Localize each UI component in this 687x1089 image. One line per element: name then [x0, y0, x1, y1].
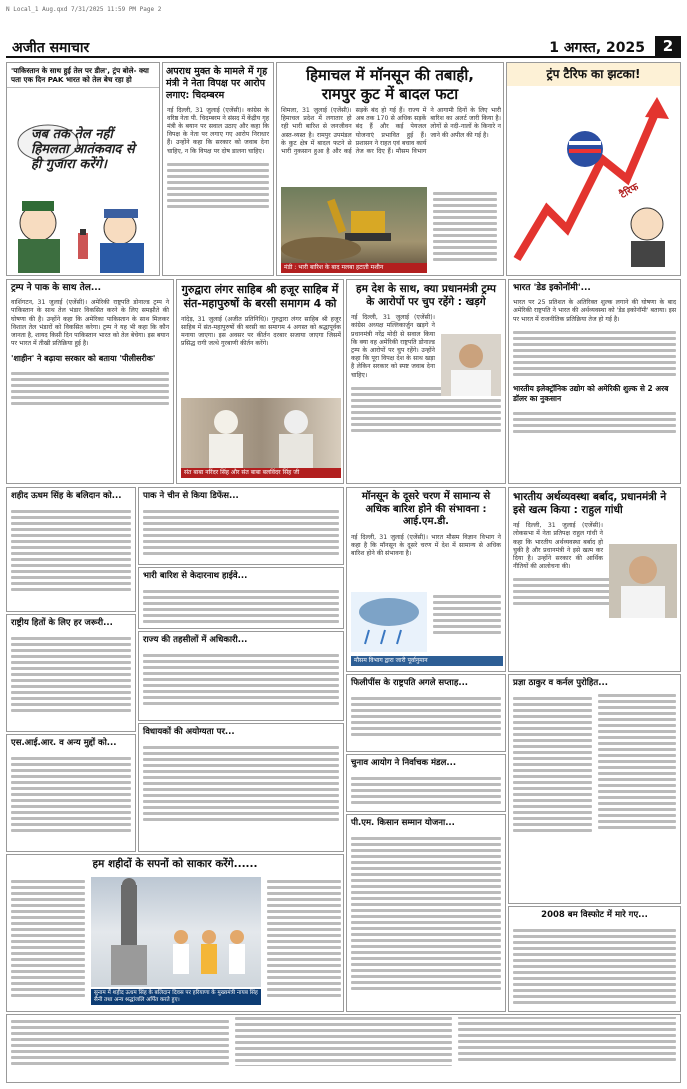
- dead-economy-sub-text: [509, 407, 680, 438]
- himachal-headline-line1: हिमाचल में मॉनसून की तबाही,: [306, 66, 474, 84]
- trump-tariff-cartoon: [506, 62, 681, 276]
- imd-body: नई दिल्ली, 31 जुलाई (एजेंसी)। भारत मौसम विज्ञान विभाग ने कहा है कि मॉनसून के दूसरे चरण में देश में सामान्य से अधिक बारिश होने की संभावना है।: [351, 533, 501, 557]
- pak-china-text: [139, 505, 343, 560]
- philippines-headline: फिलीपींस के राष्ट्रपति अगले सप्ताह...: [351, 678, 469, 688]
- martyrs-right-text: [263, 875, 344, 1002]
- story-gurdwara-samagam: [176, 279, 344, 484]
- excavator-graphic: [281, 187, 427, 265]
- himachal-headline-line2: रामपुर कुट में बादल फटा: [321, 84, 459, 103]
- story-chidambaram-body: नई दिल्ली, 31 जुलाई (एजेंसी)। कांग्रेस के वरिष्ठ नेता पी. चिदम्बरम ने संसद में केंद्रीय गृह मंत्री के बयान पर सवाल उठाए और कहा कि विपक्ष के नेता पर लगाए गए आरोप निराधार हैं। उन्होंने कहा कि सरकार को जवाब देना चाहिए, न कि विपक्ष पर दोष डालना चाहिए।: [167, 106, 269, 155]
- story-kharge: [346, 279, 506, 484]
- martyrs-photo-caption: सुनाम में शहीद ऊधम सिंह के बलिदान दिवस पर हरियाणा के मुख्यमंत्री नायब सिंह सैनी तथा अन्य श्रद्धांजलि अर्पित करते हुए।: [91, 989, 261, 1005]
- story-pak-china-defence: [138, 487, 344, 565]
- pm-kisan-headline: पी.एम. किसान सम्मान योजना...: [351, 818, 455, 828]
- newspaper-page: [6, 6, 681, 1083]
- sir-issues-headline: एस.आई.आर. व अन्य मुद्दों को...: [11, 738, 117, 748]
- story-national-interest: [6, 614, 136, 732]
- story-sir-issues: [6, 734, 136, 852]
- imd-more-text: [429, 590, 505, 639]
- national-interest-headline: राष्ट्रीय हितों के लिए हर जरूरी...: [11, 618, 113, 628]
- election-commission-headline: चुनाव आयोग ने निर्वाचक मंडल...: [351, 758, 457, 768]
- story-martyrs-dreams: [6, 854, 344, 1012]
- story-trump-pak-oil: [6, 279, 174, 484]
- story-dead-economy: [508, 279, 681, 484]
- file-metadata: N Local_1 Aug.qxd 7/31/2025 11:59 PM Page 2: [6, 6, 162, 13]
- kedarnath-headline: भारी बारिश से केदारनाथ हाईवे...: [143, 571, 248, 581]
- himachal-photo: [281, 187, 427, 265]
- pak-china-headline: पाक ने चीन से किया डिफेंस...: [143, 491, 239, 501]
- dead-economy-subhead: भारतीय इलेक्ट्रॉनिक उद्योग को अमेरिकी शुल्क से 2 अरब डॉलर का नुकसान: [513, 383, 669, 403]
- blast-headline: 2008 बम विस्फोट में मारे गए...: [541, 910, 648, 920]
- bottom-story-strip: [6, 1014, 681, 1083]
- cartoon-caption: 'पाकिस्तान के साथ हुई तेल पर डील', ट्रंप बोले- क्या पता एक दिन PAK भारत को तेल बेच रहा हो: [7, 63, 159, 88]
- story-pragya-purohit: [508, 674, 681, 904]
- story-philippines-president: [346, 674, 506, 752]
- story-himachal-monsoon: [276, 62, 504, 276]
- imd-rain-graphic: [351, 592, 427, 652]
- martyrs-left-text: [7, 875, 89, 1002]
- trump-cartoon-tag: टैरिफ: [618, 181, 641, 201]
- himachal-body: शिमला, 31 जुलाई (एजेंसी)। हिमाचल प्रदेश में लगातार हो रही भारी बारिश से जनजीवन अस्त-व्यस्त है। रामपुर उपमंडल के कुट क्षेत्र में बादल फटने से भारी नुकसान हुआ है और कई सड़कें बंद हो गई हैं। राज्य में अब तक 170 से अधिक सड़कें बंद हैं और कई पेयजल योजनाएं प्रभावित हुई हैं। प्रशासन ने राहत एवं बचाव कार्य तेज कर दिए हैं। मौसम विभाग ने आगामी दिनों के लिए भारी बारिश का अलर्ट जारी किया है। लोगों से नदी-नालों के किनारे न जाने की अपील की गई है।: [281, 107, 501, 156]
- tariff-arrow-art: [507, 89, 680, 269]
- cartoon-speech: जब तक तेल नहीं हिमलता आतंकवाद से ही गुजारा करेंगे।: [31, 127, 135, 172]
- story-chidambaram-headline: अपराध मुक्त के मामले में गृह मंत्री ने नेता विपक्ष पर आरोप लगाए: चिदम्बरम: [166, 66, 268, 101]
- trump-cartoon-title: ट्रंप टैरिफ का झटका!: [507, 63, 680, 86]
- kharge-headline: हम देश के साथ, क्या प्रधानमंत्री ट्रम्प के आरोपों पर चुप रहेंगे : खड़गे: [356, 283, 496, 309]
- mla-headline: विधायकों की अयोग्यता पर...: [143, 727, 235, 737]
- dead-economy-headline: भारत 'डेड इकोनॉमी'...: [513, 283, 591, 293]
- udham-singh-headline: शहीद ऊधम सिंह के बलिदान को...: [11, 491, 122, 501]
- rain-cloud-icon: [351, 592, 427, 652]
- story-rahul-gandhi: [508, 487, 681, 672]
- story-chidambaram-more-text: [163, 158, 273, 213]
- story-udham-singh: [6, 487, 136, 612]
- masthead-date: 1 अगस्त, 2025: [549, 40, 645, 56]
- gurdwara-photo-caption: संत बाबा नरिंदर सिंह और संत बाबा बलविंदर सिंह जी: [181, 468, 341, 478]
- trump-pak-more-text: [7, 367, 173, 410]
- martyrs-photo: [91, 877, 261, 987]
- story-election-commission: [346, 754, 506, 812]
- tehsil-text: [139, 649, 343, 710]
- gurdwara-photo: [181, 398, 341, 468]
- imd-caption: मौसम विभाग द्वारा जारी पूर्वानुमान: [351, 656, 503, 666]
- imd-headline: मॉनसून के दूसरे चरण में सामान्य से अधिक बारिश होने की संभावना : आई.एम.डी.: [361, 491, 491, 527]
- himachal-side-text: [429, 187, 501, 266]
- political-cartoon: [6, 62, 160, 276]
- rahul-gandhi-portrait: [609, 544, 677, 618]
- himachal-photo-caption: मंडी : भारी बारिश के बाद मलबा हटाती मशीन: [281, 263, 427, 273]
- story-chidambaram: [162, 62, 274, 276]
- kharge-body: नई दिल्ली, 31 जुलाई (एजेंसी)। कांग्रेस अध्यक्ष मल्लिकार्जुन खड़गे ने प्रधानमंत्री नरेंद्र मोदी से सवाल किया कि क्या वह अमेरिकी राष्ट्रपति डोनाल्ड ट्रम्प के आरोपों पर चुप रहेंगे। उन्होंने कहा कि पूरा विपक्ष देश के साथ खड़ा है लेकिन सरकार को स्पष्ट जवाब देना चाहिए।: [351, 314, 435, 379]
- pragya-headline: प्रज्ञा ठाकुर व कर्नल पुरोहित...: [513, 678, 608, 688]
- story-tehsil-officers: [138, 631, 344, 721]
- kharge-portrait: [441, 334, 501, 396]
- dead-economy-body: भारत पर 25 प्रतिशत के अतिरिक्त शुल्क लगाने की घोषणा के बाद अमेरिकी राष्ट्रपति ने भारत की अर्थव्यवस्था को 'डेड इकोनॉमी' बताया। इस पर भारत में राजनीतिक प्रतिक्रिया तेज हो गई है।: [513, 299, 676, 323]
- dead-economy-more-text: [509, 326, 680, 381]
- trump-pak-subhead: 'शाहीन' ने बढ़ाया सरकार को बताया 'पीलीसरीक': [11, 354, 156, 364]
- kedarnath-text: [139, 585, 343, 628]
- udham-singh-text: [7, 505, 135, 596]
- kharge-photo: [441, 334, 501, 396]
- mla-text: [139, 741, 343, 826]
- pragya-text: [509, 692, 680, 836]
- tehsil-headline: राज्य की तहसीलों में अधिकारी...: [143, 635, 248, 645]
- statue-ceremony-graphic: [91, 877, 261, 987]
- story-mla-disqualification: [138, 723, 344, 852]
- gurdwara-body: नांदेड़, 31 जुलाई (अजीत प्रतिनिधि)। गुरुद्वारा लंगर साहिब श्री हजूर साहिब में संत-महापुरुषों की बरसी का समागम 4 अगस्त को श्रद्धापूर्वक मनाया जाएगा। इस अवसर पर कीर्तन दरबार सजाया जाएगा जिसमें प्रसिद्ध रागी जत्थे गुरबाणी कीर्तन करेंगे।: [181, 315, 341, 348]
- story-kedarnath-highway: [138, 567, 344, 629]
- masthead: [6, 36, 681, 58]
- pm-kisan-text: [347, 832, 505, 995]
- bottom-strip-text: [7, 1015, 680, 1068]
- sir-issues-text: [7, 752, 135, 837]
- trump-pak-body: वाशिंगटन, 31 जुलाई (एजेंसी)। अमेरिकी राष्ट्रपति डोनाल्ड ट्रम्प ने पाकिस्तान के साथ तेल भंडार विकसित करने के लिए समझौते की घोषणा की है। उन्होंने कहा कि अमेरिका पाकिस्तान के साथ मिलकर विशाल तेल भंडारों को विकसित करेगा। ट्रम्प ने यह भी कहा कि कौन जानता है, शायद किसी दिन पाकिस्तान भारत को तेल बेचेगा। इस बयान पर भारत में तीखी प्रतिक्रिया हुई है।: [11, 299, 169, 348]
- story-imd-monsoon: [346, 487, 506, 672]
- rahul-gandhi-body: नई दिल्ली, 31 जुलाई (एजेंसी)। लोकसभा में नेता प्रतिपक्ष राहुल गांधी ने कहा कि भारतीय अर्थव्यवस्था बर्बाद हो चुकी है और प्रधानमंत्री ने इसे खत्म कर दिया है। उन्होंने सरकार की आर्थिक नीतियों की आलोचना की।: [513, 522, 603, 571]
- rahul-gandhi-photo: [609, 544, 677, 618]
- philippines-text: [347, 692, 505, 741]
- blast-text: [509, 924, 680, 1009]
- page-number: 2: [655, 36, 681, 56]
- story-pm-kisan: [346, 814, 506, 1012]
- gurdwara-headline: गुरुद्वारा लंगर साहिब श्री हजूर साहिब में संत-महापुरुषों के बरसी समागम 4 को: [181, 283, 339, 310]
- national-interest-text: [7, 632, 135, 717]
- story-2008-blast: [508, 906, 681, 1012]
- trump-pak-headline: ट्रम्प ने पाक के साथ तेल...: [11, 283, 102, 293]
- saints-graphic: [181, 398, 341, 468]
- election-commission-text: [347, 772, 505, 809]
- masthead-brand: अजीत समाचार: [12, 40, 90, 56]
- rahul-gandhi-headline: भारतीय अर्थव्यवस्था बर्बाद, प्रधानमंत्री ने इसे खत्म किया : राहुल गांधी: [513, 491, 667, 517]
- martyrs-headline: हम शहीदों के सपनों को साकार करेंगे......: [92, 858, 258, 870]
